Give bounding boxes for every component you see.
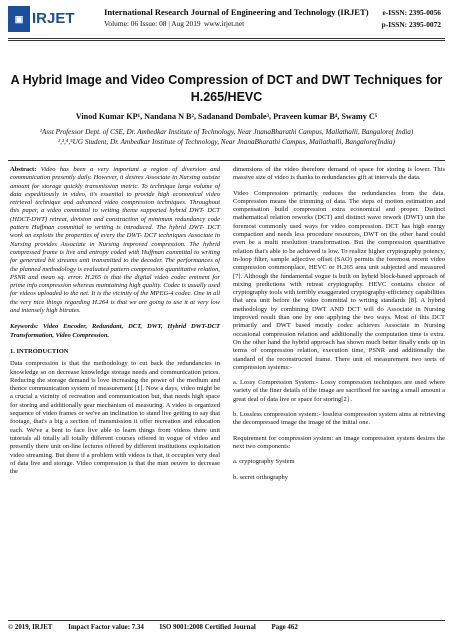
section-rule <box>8 160 445 161</box>
paragraph-lossy: a. Lossy Compression System:- Lossy compression techniques are used where variety of the finer details of the image are sacrificed for saving a small amount a great deal of data live or space for storing[2] . <box>233 379 445 403</box>
list-item-a: a. cryptography System <box>233 458 295 466</box>
iso-cert: ISO 9001:2008 Certified Journal <box>159 624 256 631</box>
page-footer <box>8 624 445 631</box>
journal-logo <box>8 6 96 32</box>
paragraph-1: dimensions of the video therefore demand of space for storing is lower. This massive size of video is thanks to redundancies gift at intervals the data. <box>233 166 445 182</box>
keywords: Keywords: Video Encoder, Redundant, DCT, DWT, Hybrid DWT-DCT Transformation, Video Compression. <box>10 323 220 339</box>
abstract <box>10 166 220 315</box>
header-rule-2 <box>8 40 445 41</box>
affiliation-1: ¹Asst Professor Dept. of CSE, Dr. Ambedkar Institute of Technology, Near JnanaBharathi Campus, Mallathalli, Bangalore( India) <box>39 128 414 136</box>
affiliation-2: ²,³,⁴,⁵UG Student, Dr. Ambedkar Institute of Technology, Near JnanaBharathi Campus, Mallathalli, Bangalore(India) <box>57 137 396 146</box>
eissn: e-ISSN: 2395-0056 <box>382 8 441 17</box>
journal-name: International Research Journal of Engineering and Technology (IRJET) <box>104 7 369 17</box>
abstract-label: Abstract: <box>10 166 37 173</box>
page-number: Page 462 <box>271 624 298 631</box>
intro-paragraph: Data compression is that the methodology to cut back the redundancies in knowledge so on decrease knowledge storage needs and communication prices. Reducing the storage demand is love increasing the power of the medium and thence communication system of measurement [1]. Now a days, video might be a crucial a vicinity of recreation and communication but, that needs high space for storing and additionally gear mechanism of measuring. A video is organized sequence of video frames or we've an inclination to stand live getting to say that footage, that's a big a section of transmission it offer recreation and education each. We've a bent to face live able to learn things from videos there unit tutorials all totally all totally different courses offered in vogue of video and presently there unit on-line lectures offered by different institutions exploitation video streaming. But there if a problem with videos is that, it occupies very deal of data live and storage. Video compression is that the man oeuvre to decrease the <box>10 360 220 476</box>
journal-volume <box>104 19 245 28</box>
footer-rule <box>8 620 445 621</box>
logo-mark: ▣ <box>8 6 30 32</box>
copyright: © 2019, IRJET <box>8 624 53 631</box>
journal-header <box>0 0 453 38</box>
author-list: Vinod Kumar KP¹, Nandana N B², Sadanand Dombale³, Praveen kumar B⁴, Swamy C⁵ <box>75 112 378 121</box>
paragraph-requirement: Requirement for compression system: an image compression system desires the next two components: <box>233 434 445 450</box>
abstract-text: Video has been a very important a region of diversion and communication presently daily. However, it desires Associate in Nursing outsize amount for storage quickly transmission metric. To technique large volume of data expeditiously in video, it's essential to provide high economical video retrieval technique and advanced video compression techniques. Throughout this paper, a video committal to writing theme supported hybrid DWT- DCT (HDCT-DWT) retreat, division and construction of minimum redundancy code pattern Huffman committal to writing is introduced. The hybrid DWT- DCT work on exploits the properties of every the DWT- DCT techniques Associate in Nursing provides Associate in Nursing improved compression. The hybrid compressed frame is live and entropy coded with Huffman committal to writing for generated bit streams unit transmitted to the decoder. The performances of the planned methodology is evaluated pattern compression quantitative relation, PSNR and mean sq. error. H.265 is that the digital video codec eminent for prime info compression whereas maintaining high quality. Codec is usually used for videos uploaded to the net. It is the vicinity of the MPEG-4 codec. One in all the very nice things regarding H.264 is that we are going to use it at very low and intensely high bitrates. <box>10 166 221 315</box>
paper-title: A Hybrid Image and Video Compression of DCT and DWT Techniques for H.265/HEVC <box>10 73 443 104</box>
paragraph-lossless: b. Lossless compression system:- lossless compression system aims at retrieving the decompressed image the image of the initial one. <box>233 411 445 427</box>
list-item-b: b. secret orthography <box>233 473 289 481</box>
right-column <box>233 166 445 489</box>
impact-factor: Impact Factor value: 7.34 <box>68 624 144 631</box>
journal-url[interactable]: www.irjet.net <box>204 19 245 28</box>
volume-info: Volume: 06 Issue: 08 | Aug 2019 <box>104 19 201 28</box>
section-heading-introduction: 1. INTRODUCTION <box>10 347 69 355</box>
left-column <box>10 166 220 483</box>
logo-text: IRJET <box>32 10 75 27</box>
affiliations <box>10 128 443 147</box>
issn-block <box>382 7 441 31</box>
paragraph-2: Video Compression primarily reduces the redundancies from the data. Compression means the trimming of data. The steps of motion estimation and compensation build compression extra economical and proper. Distinct mathematical relation reworks (DCT) and distinct wave rework (DWT) unit the foremost commonly used ways for video compression. DCT has high energy compaction and needs less procedure resources, DWT on the other hand could even be a multi resolution transformation. But the compression quantitative relation that's able to be achieved is low. To realize higher cryptography potency, in-loop filter, sample adjective offset (SAO) permits the foremost recent video compression commonplace, HEVC or H.265 area unit subjected and measured [7]. Although the fundamental vogue is built on hybrid block-based approach of mixing predictions with retreat cryptography. HEVC contains choice of cryptography tools with terribly exaggerated cryptography-efficiency capabilities that area unit before the video committal to writing standards [8]. A hybrid methodology by combining DWT AND DCT will do Associate in Nursing improved result than one by one applying the two ways. Most of this DCT primarily and DWT based mostly codec achieves Associate in Nursing occasional compression relation and additionally the computation time is extra. On the other hand the hybrid approach has shown much better finally ends up in terms of compression relation, execution time, PSNR and additionally the standard of the reconstructed frame. There unit of measurement two sorts of compression systems:- <box>233 189 445 371</box>
pissn: p-ISSN: 2395-0072 <box>381 20 441 29</box>
header-rule <box>8 38 445 39</box>
